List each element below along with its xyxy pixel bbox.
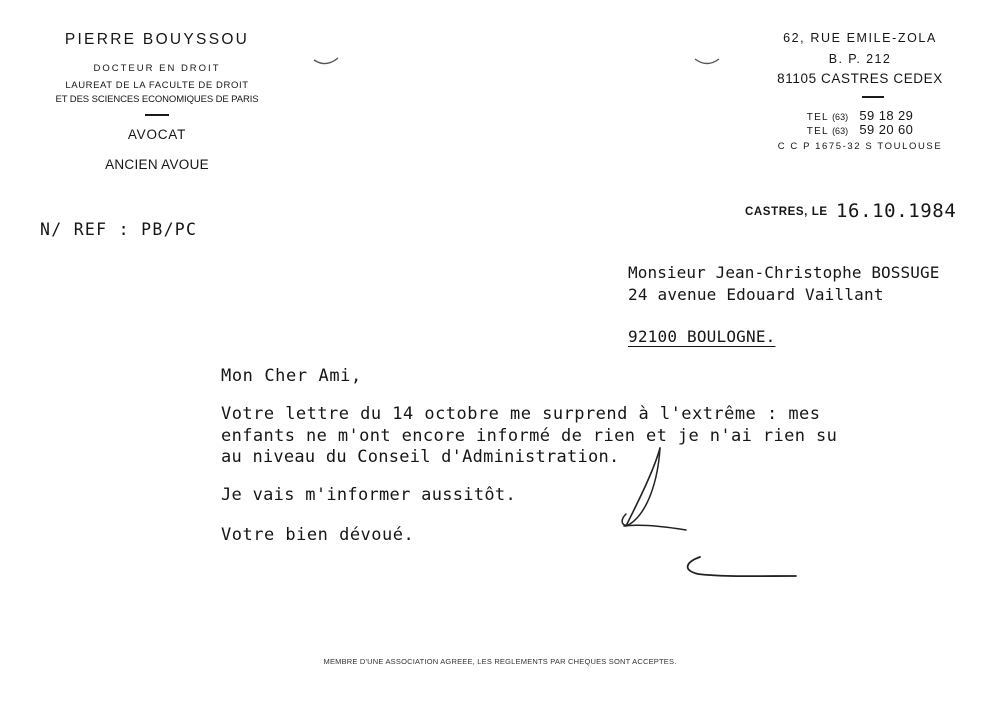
letterhead-divider-right [862,96,884,98]
date-value: 16.10.1984 [836,200,957,222]
footer-note: MEMBRE D'UNE ASSOCIATION AGREEE, LES REGLEMENTS PAR CHEQUES SONT ACCEPTES. [323,657,677,666]
paragraph-1-line-2: enfants ne m'ont encore informé de rien et je n'ai rien su [221,426,838,446]
letterhead-phone-2 [720,122,1000,137]
punch-mark-right [693,56,721,68]
paragraph-2: Je vais m'informer aussitôt. [221,485,516,505]
handwritten-signature [600,440,800,590]
letterhead-former-title: ANCIEN AVOUE [105,157,209,172]
recipient-street: 24 avenue Edouard Vaillant [628,285,884,304]
phone-area-code: (63) [832,112,849,122]
paragraph-1-line-1: Votre lettre du 14 octobre me surprend à l'extrême : mes [221,404,821,424]
letterhead-laureate-line1: LAUREAT DE LA FACULTE DE DROIT [65,80,249,91]
paragraph-1-line-3: au niveau du Conseil d'Administration. [221,447,620,467]
letterhead-phone-1 [720,108,1000,123]
letterhead-divider [145,114,169,116]
letterhead-profession: AVOCAT [127,127,187,142]
letterhead-name: PIERRE BOUYSSOU [64,31,250,48]
letterhead-street: 62, RUE EMILE-ZOLA [783,31,937,45]
letterhead-laureate-line2: ET DES SCIENCES ECONOMIQUES DE PARIS [55,94,259,105]
letterhead-po-box: B. P. 212 [828,52,892,66]
date-label: CASTRES, LE [745,206,828,218]
phone-area-code: (63) [832,126,849,136]
phone-label: TEL [806,126,829,137]
letterhead-ccp: C C P 1675-32 S TOULOUSE [777,141,943,152]
recipient-city: 92100 BOULOGNE. [628,327,776,346]
letterhead-city: 81105 CASTRES CEDEX [777,71,943,86]
phone-label: TEL [806,112,829,123]
recipient-name: Monsieur Jean-Christophe BOSSUGE [628,263,940,282]
reference-line: N/ REF : PB/PC [40,220,198,239]
phone-number: 59 18 29 [859,108,914,123]
punch-mark-left [312,56,340,68]
salutation: Mon Cher Ami, [221,366,362,386]
closing-line: Votre bien dévoué. [221,525,415,545]
letterhead-degree: DOCTEUR EN DROIT [93,63,221,74]
phone-number: 59 20 60 [859,122,914,137]
